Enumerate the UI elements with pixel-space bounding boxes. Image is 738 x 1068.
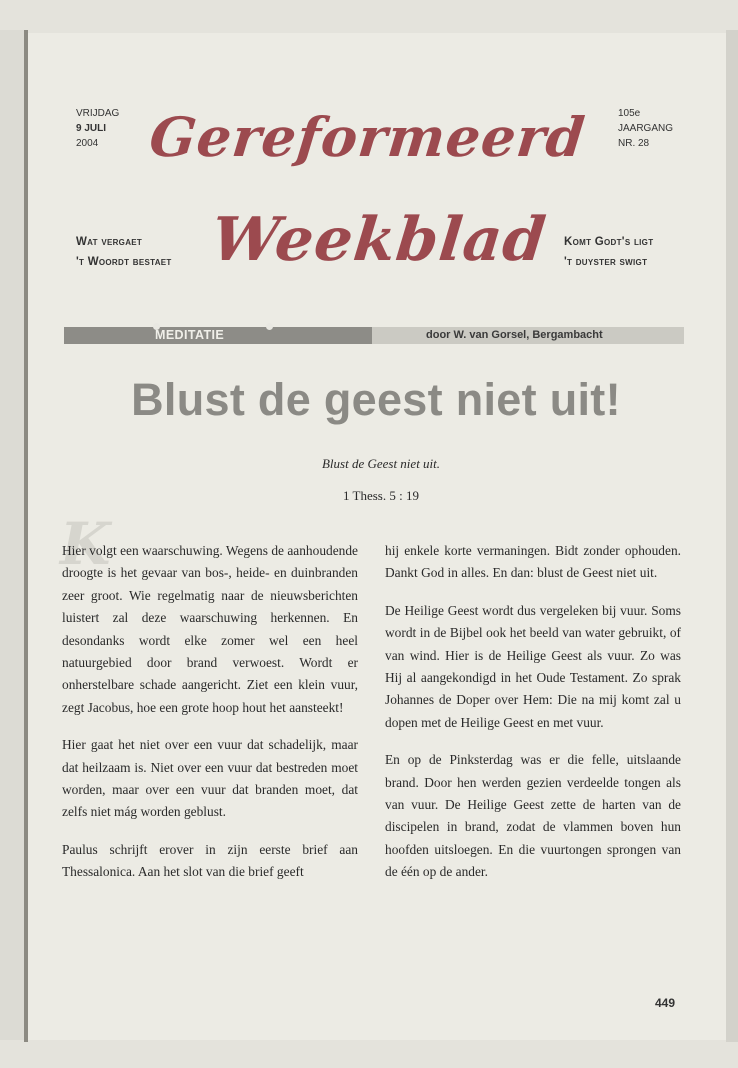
paragraph: Hier volgt een waarschuwing. Wegens de aanhoudende droogte is het gevaar van bos-, heide- en duinbranden zeer groot. Wie regelmatig naar de nieuwsberichten luistert zal deze waarschuwing herkennen. En desondanks wordt elke zomer wel een heel natuurgebied door brand verwoest. Wordt er onherstelbare schade aangericht. Ziet een klein vuur, zegt Jacobus, hoe een grote hoop hout het aansteekt! — [62, 543, 358, 715]
date-day-month: 9 JULI — [76, 123, 107, 134]
motto-left-line2: 't Woordt bestaet — [76, 256, 172, 268]
motto-right — [564, 232, 653, 272]
previous-page-edge — [0, 30, 25, 1040]
date-year: 2004 — [76, 138, 99, 149]
masthead-logo-line2: Weekblad — [208, 205, 550, 275]
volume-label: JAARGANG — [618, 123, 674, 134]
author-byline: door W. van Gorsel, Bergambacht — [426, 329, 603, 341]
show-through-drop-cap: K — [60, 510, 111, 578]
date-day: VRIJDAG — [76, 108, 120, 119]
issue-label: NR. 28 — [618, 138, 650, 149]
issue-date — [76, 106, 119, 151]
section-dot-right — [266, 323, 273, 330]
article-column-right — [385, 540, 681, 899]
motto-left — [76, 232, 172, 272]
page-number: 449 — [655, 996, 676, 1010]
paragraph: Hier gaat het niet over een vuur dat schadelijk, maar dat heilzaam is. Niet over een vuur dat bestreden moet worden, maar over een vuur dat branden moet, dat zelfs niet mág worden geblust. — [62, 737, 358, 820]
article-headline: Blust de geest niet uit! — [131, 374, 621, 425]
motto-right-line2: 't duyster swigt — [564, 256, 648, 268]
issue-number — [618, 106, 673, 151]
article-column-left — [62, 540, 358, 899]
scripture-quote: Blust de Geest niet uit. — [321, 456, 441, 471]
page-edge-right — [726, 30, 738, 1042]
motto-right-line1: Komt Godt's ligt — [564, 236, 654, 248]
masthead-logo-line1: Gereformeerd — [146, 105, 589, 169]
paragraph: hij enkele korte vermaningen. Bidt zonder ophouden. Dankt God in alles. En dan: blust de Geest niet uit. — [385, 543, 681, 581]
scripture-reference: 1 Thess. 5 : 19 — [343, 488, 419, 503]
book-spine — [24, 30, 28, 1042]
paragraph: Paulus schrijft erover in zijn eerste brief aan Thessalonica. Aan het slot van die brief geeft — [62, 841, 358, 880]
paragraph: De Heilige Geest wordt dus vergeleken bij vuur. Soms wordt in de Bijbel ook het beeld van water gebruikt, of van wind. Hier is de Heilige Geest als vuur. Zo was Hij al aangekondigd in het Oude Testament. Zo sprak Johannes de Doper over Hem: Die na mij komt zal u dopen met de Heilige Geest en met vuur. — [385, 602, 681, 730]
paragraph: En op de Pinksterdag was er die felle, uitslaande brand. Door hen werden gezien verdeelde tongen als van vuur. De Heilige Geest zette de harten van de discipelen in brand, zodat de vlammen boven hun hoofden uitsloegen. En die vuurtongen sprongen van de één op de ander. — [385, 752, 681, 880]
motto-left-line1: Wat vergaet — [76, 236, 143, 248]
section-label: MEDITATIE — [155, 328, 225, 342]
volume-number: 105e — [618, 108, 641, 119]
